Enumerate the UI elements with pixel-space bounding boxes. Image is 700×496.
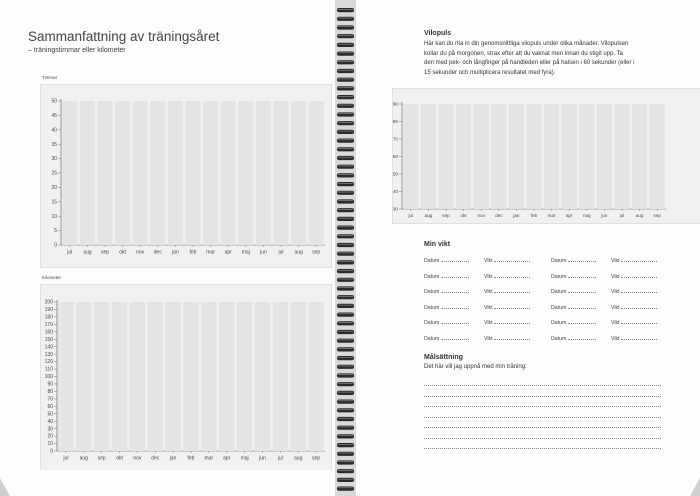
x-tick-label: jun [259, 455, 266, 462]
datum-field-line[interactable] [441, 272, 469, 278]
vilopuls-text-line: 15 sekunder och multiplicera resultatet med fyra). [424, 69, 556, 76]
bar [650, 104, 665, 209]
vikt-field[interactable] [611, 318, 657, 326]
y-tick-label: 60 [47, 403, 53, 410]
x-tick-label: maj [240, 455, 249, 462]
y-tick-label: 160 [44, 329, 53, 336]
vikt-heading: Min vikt [424, 241, 451, 248]
x-tick-label: sep [97, 455, 106, 462]
y-tick-label: 40 [392, 189, 398, 195]
y-tick-label: 20 [51, 185, 57, 191]
x-tick-label: sep [100, 249, 110, 256]
bar [632, 104, 647, 209]
vikt-field-label: Vikt [611, 304, 621, 311]
goal-line[interactable] [424, 448, 661, 449]
y-tick-label: 150 [44, 336, 53, 343]
bar [421, 104, 436, 209]
y-tick-label: 130 [44, 351, 53, 358]
vikt-field[interactable] [611, 334, 657, 342]
datum-field-line[interactable] [568, 256, 596, 262]
x-tick-label: jan [513, 213, 520, 219]
page-title: Sammanfattning av träningsåret [28, 29, 220, 44]
x-tick-label: maj [583, 213, 591, 219]
y-tick-label: 35 [51, 141, 57, 148]
datum-field[interactable] [551, 287, 596, 295]
goal-line[interactable] [424, 396, 661, 397]
x-tick-label: sep [442, 213, 450, 219]
vikt-field-line[interactable] [494, 287, 530, 293]
x-tick-label: aug [83, 249, 92, 256]
x-tick-label: aug [79, 455, 88, 462]
datum-field-line[interactable] [441, 318, 469, 324]
datum-field-label: Datum [551, 289, 568, 296]
datum-field[interactable] [551, 318, 596, 326]
datum-field-label: Datum [424, 289, 441, 296]
datum-field-line[interactable] [568, 303, 596, 309]
y-tick-label: 40 [51, 127, 57, 134]
vikt-field-line[interactable] [621, 334, 657, 340]
x-tick-label: nov [136, 249, 145, 256]
vikt-field[interactable] [484, 272, 530, 280]
x-tick-label: apr [224, 249, 232, 256]
y-tick-label: 50 [392, 171, 398, 177]
y-tick-label: 170 [44, 321, 53, 328]
km-axis-label: Kilometer [42, 275, 62, 280]
x-tick-label: jan [169, 455, 177, 462]
x-tick-label: jul [619, 213, 625, 219]
y-tick-label: 45 [51, 113, 57, 119]
hours-axis-label: Timmar [42, 75, 58, 80]
vikt-field[interactable] [484, 334, 530, 342]
y-tick-label: 100 [44, 374, 53, 381]
mal-text: Det här vill jag uppnå med min träning: [424, 364, 527, 370]
datum-field-label: Datum [551, 320, 568, 327]
y-tick-label: 25 [51, 170, 57, 177]
bar [491, 104, 506, 209]
vikt-field-line[interactable] [494, 272, 530, 278]
vikt-field[interactable] [611, 256, 657, 264]
x-tick-label: apr [565, 213, 573, 219]
y-tick-label: 30 [392, 206, 398, 212]
x-tick-label: sep [653, 213, 661, 219]
y-tick-label: 140 [44, 344, 53, 351]
y-tick-label: 190 [44, 307, 53, 314]
x-tick-label: okt [460, 213, 467, 219]
y-tick-label: 15 [51, 199, 57, 206]
vikt-field-line[interactable] [494, 303, 530, 309]
y-tick-label: 90 [392, 101, 398, 107]
y-tick-label: 40 [47, 418, 53, 425]
x-tick-label: nov [133, 455, 142, 462]
vikt-field-label: Vikt [611, 320, 621, 327]
x-tick-label: sep [312, 249, 321, 256]
vikt-field[interactable] [484, 303, 530, 311]
vikt-field-line[interactable] [621, 303, 657, 309]
y-tick-label: 30 [47, 426, 53, 433]
x-tick-label: jul [277, 455, 283, 462]
datum-field-line[interactable] [441, 303, 469, 309]
vikt-field[interactable] [611, 272, 657, 280]
datum-field-line[interactable] [441, 287, 469, 293]
vikt-field[interactable] [484, 287, 530, 295]
datum-field-label: Datum [424, 320, 441, 327]
goal-line[interactable] [424, 438, 661, 439]
goal-line[interactable] [424, 406, 661, 407]
page-subtitle: – träningstimmar eller kilometer [28, 47, 126, 54]
vikt-field-line[interactable] [494, 318, 530, 324]
x-tick-label: feb [530, 213, 538, 219]
y-tick-label: 80 [47, 389, 53, 395]
y-tick-label: 0 [54, 242, 57, 249]
x-tick-label: dec [495, 213, 503, 219]
vikt-field-label: Vikt [484, 258, 494, 264]
x-tick-label: dec [153, 249, 162, 256]
y-tick-label: 0 [50, 448, 53, 455]
y-tick-label: 5 [54, 228, 57, 235]
datum-field-label: Datum [551, 336, 568, 342]
vikt-field-label: Vikt [611, 336, 621, 342]
x-tick-label: aug [294, 249, 303, 256]
x-tick-label: mar [547, 213, 556, 219]
x-tick-label: feb [187, 455, 195, 462]
x-tick-label: jun [601, 213, 608, 219]
datum-field-label: Datum [424, 273, 441, 280]
datum-field-label: Datum [551, 304, 568, 311]
y-tick-label: 10 [47, 441, 53, 448]
vikt-field-label: Vikt [611, 289, 621, 296]
datum-field-label: Datum [551, 258, 568, 264]
vilopuls-text-line: den med pek- och långfinger på handleden eller på halsen i 60 sekunder (eller i [424, 60, 635, 66]
vilopuls-text-line: Här kan du rita in din genomsnittliga vilopuls under olika månader. Vilopulsen [424, 41, 629, 47]
bar [614, 104, 629, 209]
datum-field-line[interactable] [568, 272, 596, 278]
vikt-field-line[interactable] [621, 256, 657, 262]
vikt-field-label: Vikt [611, 258, 621, 264]
y-tick-label: 20 [47, 433, 53, 440]
vikt-field-line[interactable] [621, 287, 657, 293]
vikt-field[interactable] [611, 287, 657, 295]
bar [474, 104, 489, 209]
datum-field[interactable] [424, 318, 469, 326]
y-tick-label: 70 [47, 396, 53, 403]
datum-field[interactable] [424, 303, 469, 311]
datum-field[interactable] [551, 256, 596, 264]
vikt-field-label: Vikt [484, 289, 494, 296]
x-tick-label: okt [116, 455, 123, 462]
x-tick-label: mar [204, 455, 214, 462]
bar [403, 104, 418, 209]
datum-field-line[interactable] [568, 287, 596, 293]
y-tick-label: 80 [392, 119, 398, 125]
x-tick-label: mar [206, 249, 215, 256]
x-tick-label: nov [477, 213, 485, 219]
x-tick-label: okt [119, 249, 126, 256]
datum-field-label: Datum [551, 273, 568, 280]
datum-field[interactable] [424, 334, 469, 342]
datum-field-label: Datum [424, 258, 441, 264]
goal-line[interactable] [424, 427, 661, 428]
datum-field[interactable] [424, 287, 469, 295]
datum-field-label: Datum [424, 304, 441, 311]
y-tick-label: 90 [47, 381, 53, 388]
x-tick-label: jul [408, 213, 414, 219]
y-tick-label: 180 [44, 314, 53, 321]
y-tick-label: 50 [47, 411, 53, 418]
x-tick-label: sep [312, 455, 321, 462]
datum-field-line[interactable] [441, 256, 469, 262]
datum-field-line[interactable] [568, 334, 596, 340]
vikt-field-label: Vikt [484, 273, 494, 280]
x-tick-label: jul [278, 249, 284, 256]
datum-field[interactable] [551, 303, 596, 311]
vikt-field-label: Vikt [484, 320, 494, 327]
bar [597, 104, 612, 209]
bar [562, 104, 577, 209]
vilopuls-heading: Vilopuls [424, 30, 452, 37]
bar [526, 104, 541, 209]
x-tick-label: aug [424, 213, 433, 219]
vikt-field-label: Vikt [611, 273, 621, 280]
x-tick-label: feb [189, 249, 197, 256]
datum-field[interactable] [424, 256, 469, 264]
y-tick-label: 120 [44, 359, 53, 366]
y-tick-label: 200 [44, 299, 53, 306]
datum-field-line[interactable] [568, 318, 596, 324]
datum-field-label: Datum [424, 336, 441, 342]
x-tick-label: dec [151, 455, 160, 462]
vikt-field-line[interactable] [621, 318, 657, 324]
vikt-field[interactable] [611, 303, 657, 311]
bar [456, 104, 471, 209]
goal-line[interactable] [424, 385, 661, 386]
x-tick-label: jan [172, 249, 179, 256]
vikt-field-label: Vikt [484, 304, 494, 311]
datum-field[interactable] [424, 272, 469, 280]
y-tick-label: 60 [392, 154, 398, 160]
y-tick-label: 110 [45, 366, 53, 373]
y-tick-label: 50 [51, 98, 57, 105]
x-tick-label: maj [241, 249, 250, 256]
x-tick-label: jun [260, 249, 267, 256]
mal-heading: Målsättning [424, 354, 463, 361]
datum-field-line[interactable] [441, 334, 469, 340]
vikt-field[interactable] [484, 256, 530, 264]
x-tick-label: jul [67, 249, 73, 256]
goal-line[interactable] [424, 417, 661, 418]
vilopuls-text-line: kollar du på morgonen, strax efter att du vaknat men innan du stigit upp. Ta [424, 50, 624, 57]
x-tick-label: apr [223, 455, 231, 462]
datum-field[interactable] [551, 334, 596, 342]
bar [509, 104, 524, 209]
bar [544, 104, 559, 209]
datum-field[interactable] [551, 272, 596, 280]
x-tick-label: aug [635, 213, 644, 219]
y-tick-label: 10 [51, 213, 57, 220]
vikt-field-line[interactable] [494, 334, 530, 340]
y-tick-label: 30 [51, 156, 57, 163]
bar [438, 104, 453, 209]
vikt-field-line[interactable] [621, 272, 657, 278]
x-tick-label: jul [63, 455, 69, 462]
vikt-field-line[interactable] [494, 256, 530, 262]
y-tick-label: 70 [392, 136, 398, 142]
vikt-field[interactable] [484, 318, 530, 326]
x-tick-label: aug [294, 455, 303, 462]
vikt-field-label: Vikt [484, 336, 494, 342]
bar [579, 104, 594, 209]
